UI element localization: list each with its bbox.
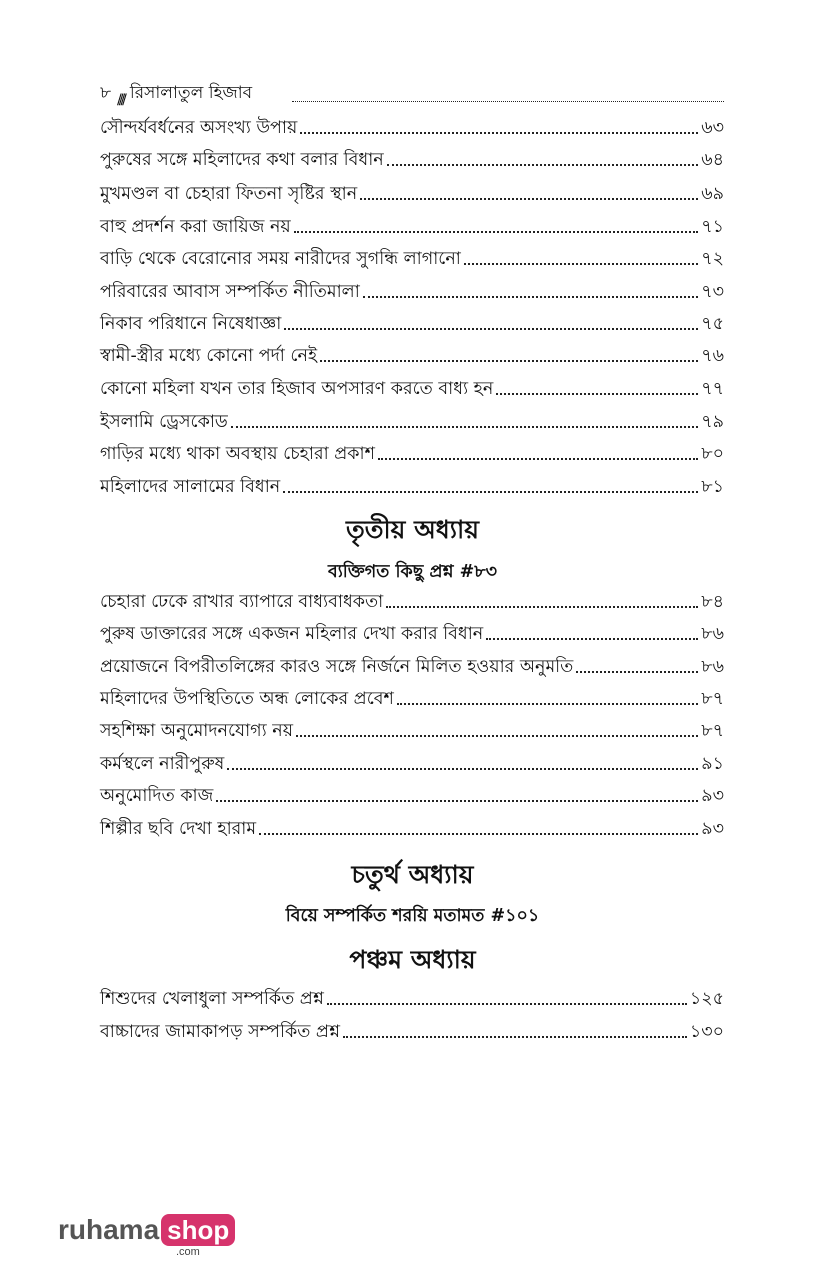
dot-leader xyxy=(231,426,698,428)
dot-leader xyxy=(363,296,698,298)
toc-entry[interactable] xyxy=(100,214,724,240)
toc-entry-page: ১৩০ xyxy=(689,1022,724,1042)
toc-entry-title: বাচ্চাদের জামাকাপড় সম্পর্কিত প্রশ্ন xyxy=(100,1022,340,1042)
toc-entry-page: ৯৩ xyxy=(701,786,724,806)
toc-entry[interactable] xyxy=(100,589,724,615)
toc-entry-page: ৮১ xyxy=(701,477,724,497)
dot-leader xyxy=(320,360,698,362)
dot-leader xyxy=(216,800,698,802)
toc-entry[interactable] xyxy=(100,816,724,842)
toc-entry[interactable] xyxy=(100,246,724,272)
toc-entry-page: ৭৬ xyxy=(701,346,724,366)
toc-entry-title: কোনো মহিলা যখন তার হিজাব অপসারণ করতে বাধ্য হন xyxy=(100,379,494,399)
logo-text-ruhama: ruhama xyxy=(58,1214,160,1245)
toc-entry[interactable] xyxy=(100,718,724,744)
chapter-4-subheading: বিয়ে সম্পর্কিত শরয়ি মতামত #১০১ xyxy=(285,906,540,926)
header-rule xyxy=(292,101,724,102)
chapter-4-heading: চতুর্থ অধ্যায় xyxy=(351,860,474,889)
toc-entry-page: ১২৫ xyxy=(689,989,724,1009)
toc-entry-page: ৮৭ xyxy=(701,721,724,741)
toc-entry[interactable] xyxy=(100,311,724,337)
dot-leader xyxy=(486,638,698,640)
toc-entry[interactable] xyxy=(100,279,724,305)
toc-entry[interactable] xyxy=(100,986,724,1012)
dot-leader xyxy=(360,198,698,200)
running-header xyxy=(100,84,724,108)
toc-entry[interactable] xyxy=(100,441,724,467)
dot-leader xyxy=(300,132,698,134)
toc-entry-title: নিকাব পরিধানে নিষেধাজ্ঞা xyxy=(100,314,282,334)
toc-entry-title: পুরুষ ডাক্তারের সঙ্গে একজন মহিলার দেখা করার বিধান xyxy=(100,624,484,644)
dot-leader xyxy=(283,491,698,493)
toc-entry-title: অনুমোদিত কাজ xyxy=(100,786,214,806)
toc-entry[interactable] xyxy=(100,783,724,809)
toc-entry-page: ৯১ xyxy=(701,754,724,774)
toc-entry-title: পরিবারের আবাস সম্পর্কিত নীতিমালা xyxy=(100,282,360,302)
toc-entry-title: পুরুষের সঙ্গে মহিলাদের কথা বলার বিধান xyxy=(100,150,384,170)
toc-entry-page: ৭১ xyxy=(701,217,724,237)
dot-leader xyxy=(378,458,698,460)
dot-leader xyxy=(227,768,698,770)
toc-entry-title: প্রয়োজনে বিপরীতলিঙ্গের কারও সঙ্গে নির্জনে মিলিত হওয়ার অনুমতি xyxy=(100,657,574,677)
dot-leader xyxy=(576,671,698,673)
toc-entry[interactable] xyxy=(100,474,724,500)
toc-entry[interactable] xyxy=(100,686,724,712)
toc-entry-page: ৭৫ xyxy=(701,314,724,334)
logo-text-shop: shop xyxy=(161,1214,235,1246)
toc-entry-title: মুখমণ্ডল বা চেহারা ফিতনা সৃষ্টির স্থান xyxy=(100,184,358,204)
toc-entry-title: কর্মস্থলে নারীপুরুষ xyxy=(100,754,225,774)
toc-entry-page: ৬৪ xyxy=(701,150,724,170)
toc-entry[interactable] xyxy=(100,751,724,777)
dot-leader xyxy=(387,164,699,166)
toc-entry[interactable] xyxy=(100,343,724,369)
toc-entry-page: ৭৩ xyxy=(701,282,724,302)
toc-entry[interactable] xyxy=(100,1019,724,1045)
dot-leader xyxy=(343,1036,687,1038)
toc-entry-page: ৭৯ xyxy=(701,412,724,432)
toc-entry-title: বাহু প্রদর্শন করা জায়িজ নয় xyxy=(100,217,291,237)
toc-entry[interactable] xyxy=(100,621,724,647)
header-page-number: ৮ xyxy=(100,83,112,103)
toc-entry-page: ৮৪ xyxy=(701,592,724,612)
toc-entry-title: গাড়ির মধ্যে থাকা অবস্থায় চেহারা প্রকাশ xyxy=(100,444,375,464)
toc-entry-page: ৯৩ xyxy=(701,819,724,839)
toc-entry-page: ৬৯ xyxy=(701,184,724,204)
toc-entry-page: ৭২ xyxy=(701,249,724,269)
toc-entry-page: ৮৬ xyxy=(701,624,724,644)
toc-entry-title: স্বামী-স্ত্রীর মধ্যে কোনো পর্দা নেই xyxy=(100,346,318,366)
toc-entry-page: ৮০ xyxy=(701,444,724,464)
slash-ornament-icon: //// xyxy=(117,92,124,108)
dot-leader xyxy=(464,263,698,265)
dot-leader xyxy=(294,231,699,233)
toc-entry[interactable] xyxy=(100,115,724,141)
toc-entry-title: বাড়ি থেকে বেরোনোর সময় নারীদের সুগন্ধি লাগানো xyxy=(100,249,461,269)
chapter-3-subheading: ব্যক্তিগত কিছু প্রশ্ন #৮৩ xyxy=(327,562,498,582)
toc-entry-title: শিল্পীর ছবি দেখা হারাম xyxy=(100,819,257,839)
toc-entry[interactable] xyxy=(100,409,724,435)
header-book-title: রিসালাতুল হিজাব xyxy=(129,83,253,103)
toc-entry-page: ৮৭ xyxy=(701,689,724,709)
toc-entry[interactable] xyxy=(100,376,724,402)
toc-entry[interactable] xyxy=(100,181,724,207)
toc-entry-title: চেহারা ঢেকে রাখার ব্যাপারে বাধ্যবাধকতা xyxy=(100,592,384,612)
toc-entry-page: ৮৬ xyxy=(701,657,724,677)
toc-entry-title: শিশুদের খেলাধুলা সম্পর্কিত প্রশ্ন xyxy=(100,989,324,1009)
toc-entry-title: মহিলাদের সালামের বিধান xyxy=(100,477,281,497)
dot-leader xyxy=(386,606,698,608)
dot-leader xyxy=(296,735,698,737)
toc-entry-title: সৌন্দর্যবর্ধনের অসংখ্য উপায় xyxy=(100,118,298,138)
toc-entry[interactable] xyxy=(100,654,724,680)
toc-entry-title: ইসলামি ড্রেসকোড xyxy=(100,412,228,432)
toc-entry-page: ৭৭ xyxy=(701,379,724,399)
dot-leader xyxy=(397,703,698,705)
dot-leader xyxy=(259,833,698,835)
chapter-3-heading: তৃতীয় অধ্যায় xyxy=(346,515,479,544)
dot-leader xyxy=(327,1003,687,1005)
toc-entry[interactable] xyxy=(100,147,724,173)
ruhamashop-logo xyxy=(58,1210,235,1258)
toc-entry-title: মহিলাদের উপস্থিতিতে অন্ধ লোকের প্রবেশ xyxy=(100,689,394,709)
chapter-5-heading: পঞ্চম অধ্যায় xyxy=(349,945,476,974)
toc-entry-page: ৬৩ xyxy=(701,118,724,138)
dot-leader xyxy=(496,393,698,395)
toc-entry-title: সহশিক্ষা অনুমোদনযোগ্য নয় xyxy=(100,721,294,741)
dot-leader xyxy=(284,328,698,330)
logo-text-dotcom: .com xyxy=(176,1246,200,1258)
